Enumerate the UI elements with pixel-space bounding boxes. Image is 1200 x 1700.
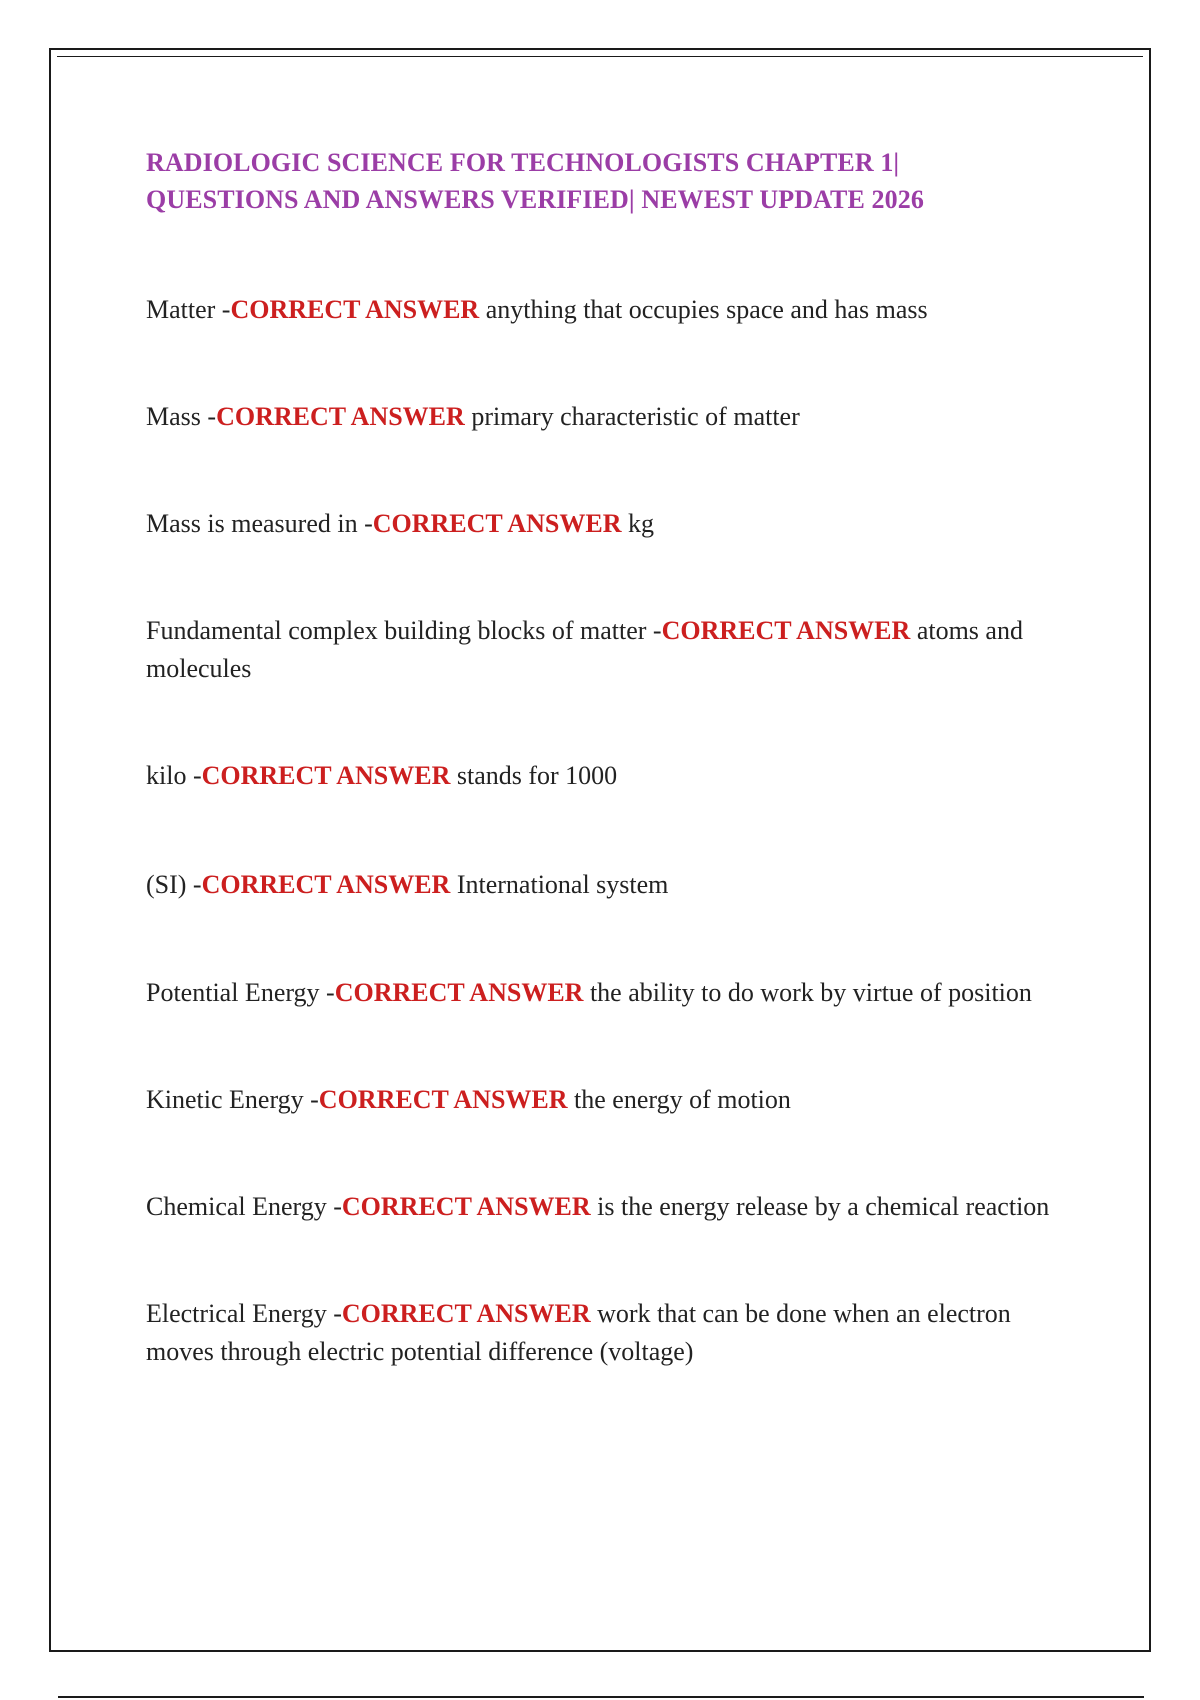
- qa-item-mass-measured: [146, 505, 1066, 543]
- qa-item-potential-energy: [146, 974, 1066, 1012]
- qa-item-matter: [146, 291, 1066, 329]
- qa-answer: atoms and molecules: [146, 616, 1023, 683]
- correct-answer-label: CORRECT ANSWER: [334, 978, 584, 1007]
- qa-item-si: [146, 866, 1066, 904]
- qa-item-mass: [146, 398, 1066, 436]
- correct-answer-label: CORRECT ANSWER: [341, 1299, 591, 1328]
- qa-term: Chemical Energy -: [146, 1192, 342, 1221]
- next-page-top-rule: [58, 1696, 1144, 1698]
- qa-term: Electrical Energy -: [146, 1299, 342, 1328]
- qa-answer: is the energy release by a chemical reaction: [590, 1192, 1050, 1221]
- correct-answer-label: CORRECT ANSWER: [661, 616, 911, 645]
- document-title: [146, 144, 1066, 218]
- qa-item-chemical-energy: [146, 1188, 1066, 1226]
- qa-answer: kg: [621, 509, 654, 538]
- qa-answer: work that can be done when an electron moves through electric potential difference (voltage): [146, 1299, 1011, 1366]
- page-border-inner-rule: [57, 56, 1143, 57]
- qa-answer: International system: [450, 870, 669, 899]
- qa-answer: the energy of motion: [567, 1085, 791, 1114]
- qa-term: (SI) -: [146, 870, 202, 899]
- correct-answer-label: CORRECT ANSWER: [372, 509, 622, 538]
- correct-answer-label: CORRECT ANSWER: [230, 295, 480, 324]
- correct-answer-label: CORRECT ANSWER: [318, 1085, 568, 1114]
- qa-answer: the ability to do work by virtue of position: [583, 978, 1032, 1007]
- qa-term: Fundamental complex building blocks of matter -: [146, 616, 662, 645]
- qa-item-electrical-energy: [146, 1295, 1066, 1371]
- correct-answer-label: CORRECT ANSWER: [216, 402, 465, 431]
- qa-term: Potential Energy -: [146, 978, 335, 1007]
- qa-item-building-blocks: [146, 612, 1066, 688]
- document-content: [146, 144, 1066, 1371]
- correct-answer-label: CORRECT ANSWER: [341, 1192, 591, 1221]
- qa-term: Mass -: [146, 402, 217, 431]
- qa-item-kilo: [146, 757, 1066, 795]
- correct-answer-label: CORRECT ANSWER: [201, 870, 451, 899]
- document-title-line-1: RADIOLOGIC SCIENCE FOR TECHNOLOGISTS CHAPTER 1|: [146, 148, 900, 177]
- qa-answer: anything that occupies space and has mass: [479, 295, 928, 324]
- qa-term: kilo -: [146, 761, 202, 790]
- qa-item-kinetic-energy: [146, 1081, 1066, 1119]
- correct-answer-label: CORRECT ANSWER: [201, 761, 451, 790]
- qa-answer: primary characteristic of matter: [464, 402, 800, 431]
- document-title-line-2: QUESTIONS AND ANSWERS VERIFIED| NEWEST UPDATE 2026: [146, 185, 924, 214]
- qa-answer: stands for 1000: [450, 761, 618, 790]
- qa-term: Kinetic Energy -: [146, 1085, 319, 1114]
- qa-list: [146, 291, 1066, 1371]
- qa-term: Matter -: [146, 295, 231, 324]
- qa-term: Mass is measured in -: [146, 509, 373, 538]
